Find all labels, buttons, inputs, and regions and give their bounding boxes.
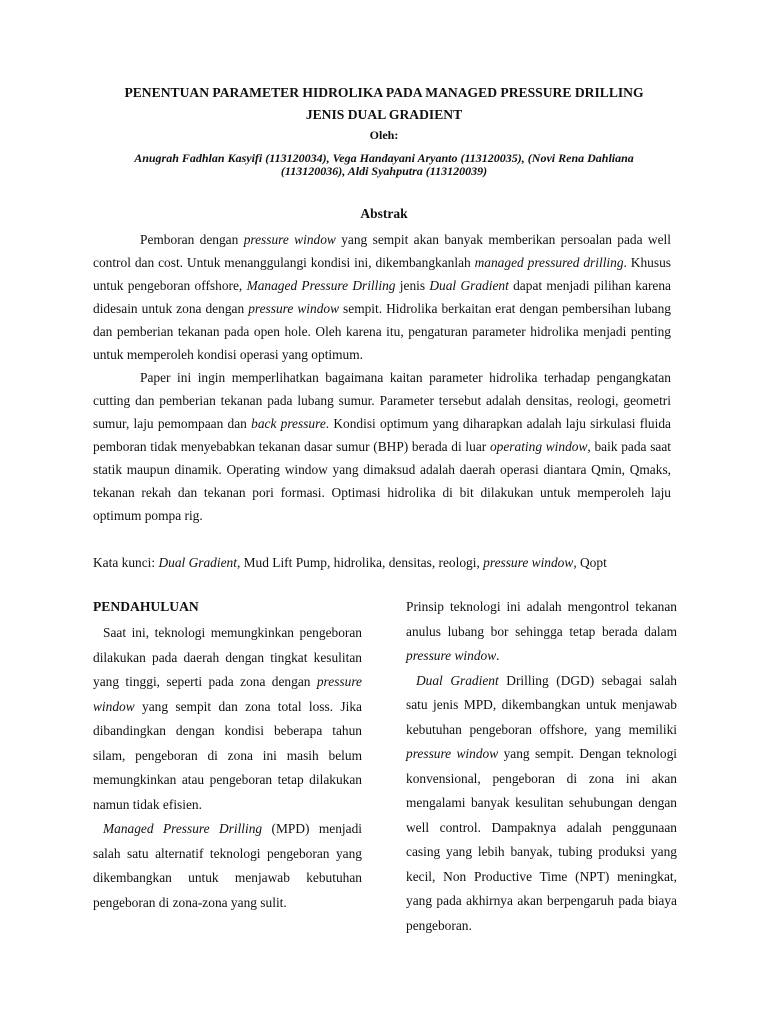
italic-term: pressure window [243, 232, 336, 247]
italic-term: pressure window [406, 648, 497, 663]
text-run: jenis [395, 278, 430, 293]
authors-line1: Anugrah Fadhlan Kasyifi (113120034), Vega Handayani Aryanto (113120035), (Novi Rena Dahliana [134, 151, 634, 165]
text-run: Paper ini ingin memperlihatkan bagaimana kaitan parameter hidrolika terhadap pengangkatan cutting dan pemberian tekanan pada lubang sumur. Parameter tersebut adalah densitas, reologi, geometri sumur, laju pemompaan dan [93, 370, 671, 431]
right-paragraph-2 [406, 669, 677, 939]
text-run: Prinsip teknologi ini adalah mengontrol tekanan anulus lubang bor sehingga tetap berada dalam [406, 599, 677, 639]
keywords-line [93, 551, 693, 574]
italic-term: operating window [489, 439, 588, 454]
section-heading-pendahuluan: PENDAHULUAN [93, 599, 199, 614]
text-run: dapat menjadi pilihan karena didesain untuk zona dengan [93, 278, 671, 316]
text-run: Drilling (DGD) sebagai salah satu jenis MPD, dikembangkan untuk menjawab kebutuhan pengeboran offshore, yang memiliki [406, 672, 678, 737]
paper-title-line1: PENENTUAN PARAMETER HIDROLIKA PADA MANAGED PRESSURE DRILLING [124, 85, 644, 100]
italic-term: Managed Pressure Drilling [246, 278, 396, 293]
italic-term: managed pressured drilling [474, 255, 624, 270]
text-run: , Mud Lift Pump, hidrolika, densitas, reologi, [236, 555, 484, 570]
text-run: . Khusus untuk pengeboran offshore, [93, 255, 671, 293]
paper-title-line2: JENIS DUAL GRADIENT [305, 107, 463, 122]
italic-term: pressure window [483, 555, 574, 570]
abstract-heading: Abstrak [360, 206, 408, 221]
right-paragraph-1 [406, 595, 677, 669]
left-column [93, 595, 362, 915]
italic-term: Managed Pressure Drilling [103, 821, 263, 836]
text-run: (MPD) menjadi salah satu alternatif teknologi pengeboran yang dikembangkan untuk menjawab kebutuhan pengeboran di zona-zona yang sulit. [93, 821, 362, 910]
italic-term: Dual Gradient [158, 555, 237, 570]
oleh-label: Oleh: [369, 128, 399, 142]
right-column [406, 595, 677, 938]
text-run: yang sempit dan zona total loss. Jika dibandingkan dengan kondisi beberapa tahun silam, pengeboran di zona ini masih belum memungkinkan atau pengeboran tetap dilakukan namun tidak efisien. [93, 698, 362, 812]
abstract-paragraph-1 [93, 228, 671, 366]
text-run: . [496, 648, 500, 663]
italic-term: back pressure [251, 416, 326, 431]
text-run: . Kondisi optimum yang diharapkan adalah laju sirkulasi fluida pemboran tidak menyebabkan tekanan dasar sumur (BHP) berada di luar [93, 416, 671, 454]
abstract-paragraph-2 [93, 366, 671, 527]
text-run: , Qopt [573, 555, 607, 570]
italic-term: pressure window [248, 301, 340, 316]
authors-line2: (113120036), Aldi Syahputra (113120039) [280, 164, 488, 178]
text-run: Saat ini, teknologi memungkinkan pengeboran dilakukan pada daerah dengan tingkat kesulitan yang tinggi, seperti pada zona dengan [93, 625, 362, 689]
italic-term: pressure window [406, 746, 499, 761]
authors [95, 152, 673, 178]
text-run: Kata kunci: [93, 555, 159, 570]
italic-term: Dual Gradient [429, 278, 509, 293]
text-run: yang sempit. Dengan teknologi konvensional, pengeboran di zona ini akan mengalami banyak kesulitan sehubungan dengan well control. Dampaknya adalah penggunaan casing yang lebih banyak, tubing produksi yang kecil, Non Productive Time (NPT) meningkat, yang pada akhirnya akan berpengaruh pada biaya pengeboran. [406, 746, 677, 933]
italic-term: Dual Gradient [416, 672, 499, 688]
text-run: Pemboran dengan [140, 232, 244, 247]
italic-term: pressure window [93, 674, 362, 714]
left-paragraph-1 [93, 621, 362, 817]
text-run: yang sempit akan banyak memberikan persoalan pada well control dan cost. Untuk menanggulangi kondisi ini, dikembangkanlah [93, 232, 671, 270]
text-run: sempit. Hidrolika berkaitan erat dengan pembersihan lubang dan pemberian tekanan pada open hole. Oleh karena itu, pengaturan parameter hidrolika menjadi penting untuk memperoleh kondisi operasi yang optimum. [93, 301, 671, 362]
abstract-body [93, 228, 671, 527]
left-paragraph-2 [93, 817, 362, 915]
text-run: , baik pada saat statik maupun dinamik. Operating window yang dimaksud adalah daerah operasi diantara Qmin, Qmaks, tekanan rekah dan tekanan pori formasi. Optimasi hidrolika di bit dilakukan untuk memperoleh laju optimum pompa rig. [93, 439, 672, 523]
